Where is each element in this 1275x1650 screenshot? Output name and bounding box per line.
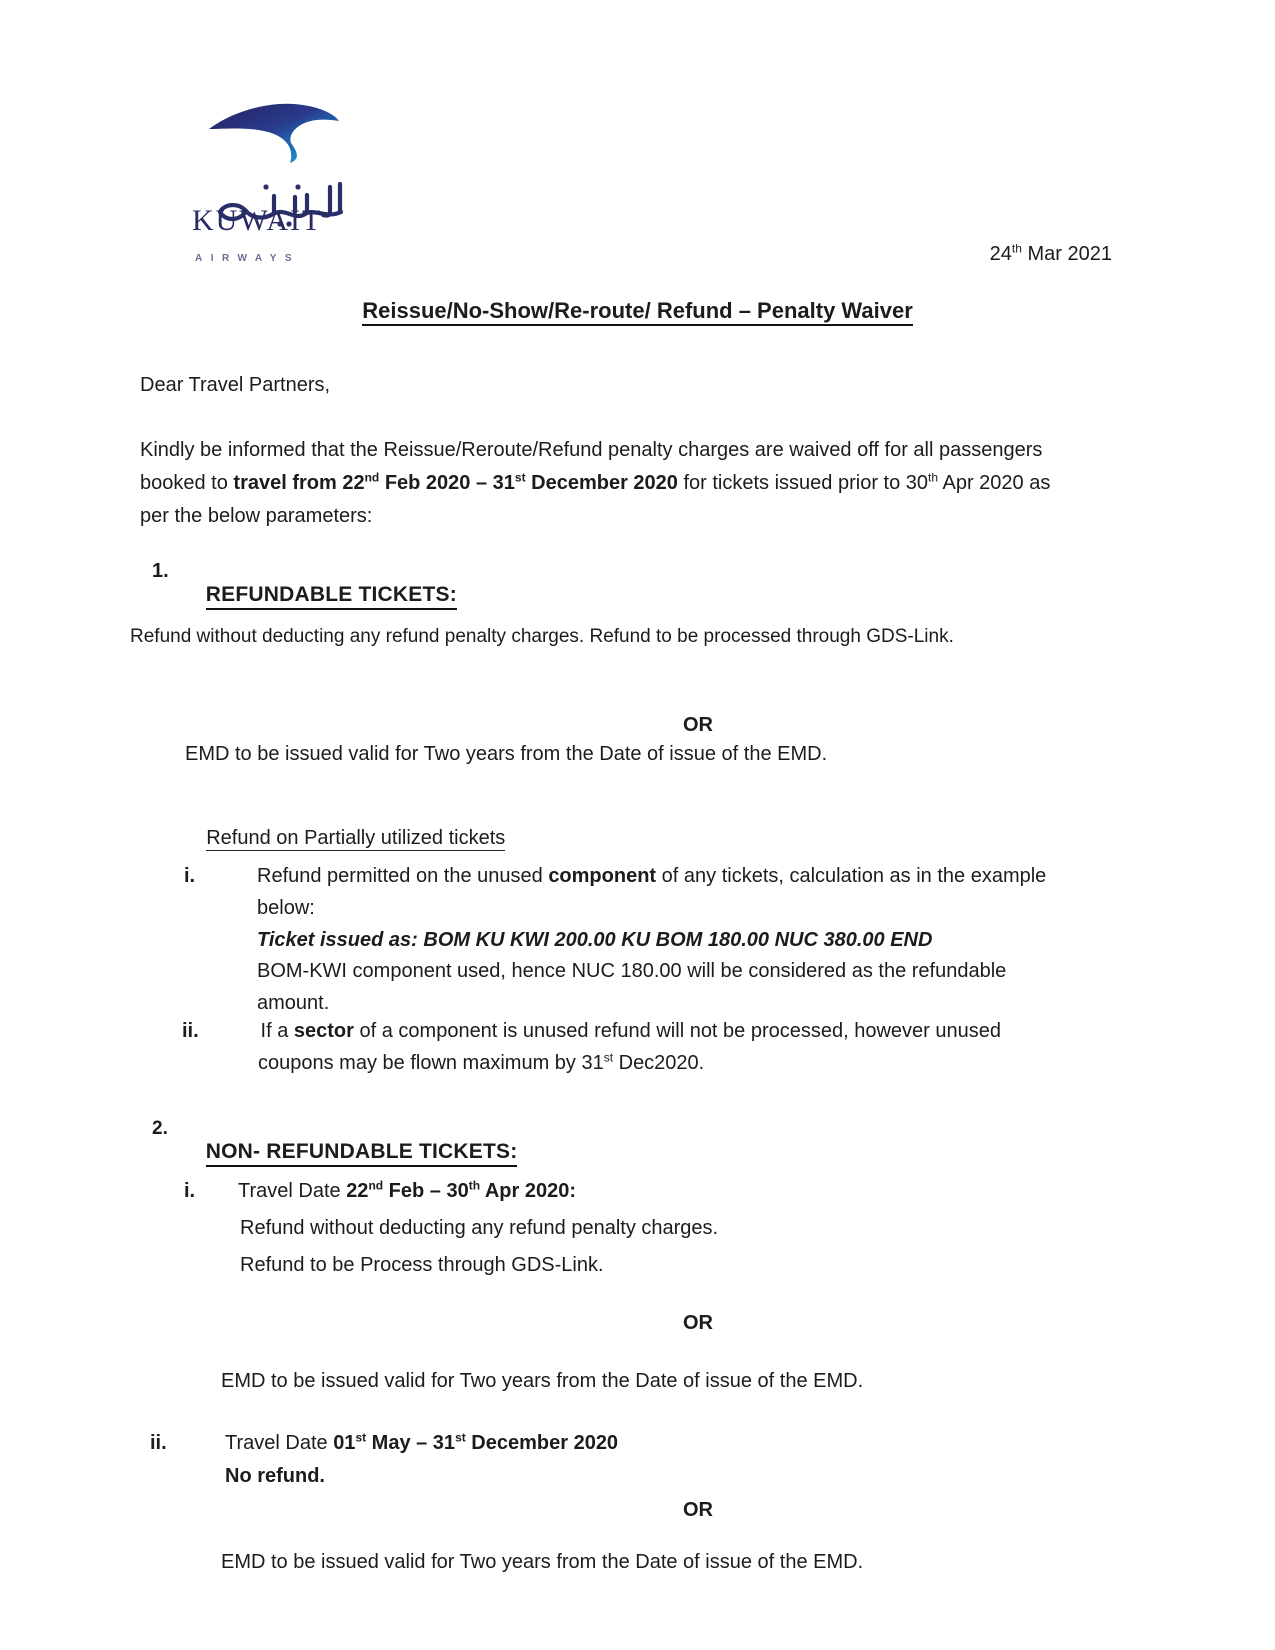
list-line: Refund to be Process through GDS-Link. [240,1254,604,1276]
list-marker-ii: ii. [150,1432,167,1454]
section-1-body: Refund without deducting any refund penalty charges. Refund to be processed through GDS-Link. [130,626,954,647]
list-line: If a sector of a component is unused refund will not be processed, however unused [255,1020,1002,1042]
travel-date-line: Travel Date 22nd Feb – 30th Apr 2020: [238,1178,577,1202]
intro-paragraph-line: Kindly be informed that the Reissue/Reroute/Refund penalty charges are waived off for all passengers [140,439,1043,461]
emd-note: EMD to be issued valid for Two years from the Date of issue of the EMD. [221,1370,864,1392]
list-marker-i: i. [184,865,196,887]
letter-date: 24th Mar 2021 [989,241,1112,265]
travel-date-line: Travel Date 01st May – 31st December 2020 [225,1430,619,1454]
intro-paragraph-line: booked to travel from 22nd Feb 2020 – 31st December 2020 for tickets issued prior to 30th Apr 2020 as [140,470,1051,494]
intro-paragraph-line: per the below parameters: [140,505,373,527]
list-marker-i: i. [184,1180,196,1202]
section-2-heading: NON- REFUNDABLE TICKETS: [188,1113,517,1193]
partial-refund-subheading: Refund on Partially utilized tickets [206,827,506,849]
list-line: Refund without deducting any refund penalty charges. [240,1217,719,1239]
section-2-number: 2. [152,1118,168,1139]
emd-note: EMD to be issued valid for Two years from the Date of issue of the EMD. [221,1551,864,1573]
salutation: Dear Travel Partners, [140,374,331,396]
section-1-number: 1. [152,560,169,582]
document-title: Reissue/No-Show/Re-route/ Refund – Penalty Waiver [362,298,913,326]
or-separator: OR [683,1312,713,1334]
or-separator: OR [683,714,713,736]
arabic-calligraphy [192,150,327,204]
document-title-row [0,298,1275,327]
emd-note: EMD to be issued valid for Two years from the Date of issue of the EMD. [185,743,828,765]
list-line: Refund permitted on the unused component of any tickets, calculation as in the example [257,865,1047,887]
list-line: amount. [257,992,330,1014]
no-refund-line: No refund. [225,1465,325,1487]
ticket-example-line: Ticket issued as: BOM KU KWI 200.00 KU BOM 180.00 NUC 380.00 END [257,929,933,951]
logo-subtitle: AIRWAYS [195,253,301,264]
logo-wordmark: KUWAIT [192,204,323,237]
list-line: BOM-KWI component used, hence NUC 180.00 will be considered as the refundable [257,960,1007,982]
list-line: below: [257,897,315,919]
list-marker-ii: ii. [182,1020,199,1042]
section-1-heading: REFUNDABLE TICKETS: [188,556,457,636]
kuwait-airways-logo [190,72,324,138]
or-separator: OR [683,1499,713,1521]
list-line: coupons may be flown maximum by 31st Dec2020. [258,1050,705,1074]
